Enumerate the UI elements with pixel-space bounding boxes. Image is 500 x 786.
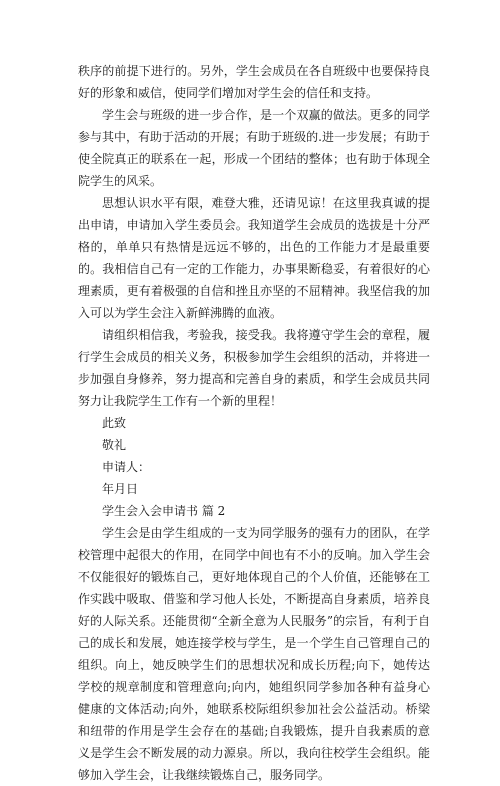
date-label: 年月日: [102, 482, 139, 496]
paragraph-section2: 学生会是由学生组成的一支为同学服务的强有力的团队，在学校管理中起很大的作用，在同学中间也有不小的反响。加入学生会不仅能很好的锻炼自己，更好地体现自己的个人价值，还能够在工作实践中吸取、借鉴和学习他人长处，不断提高自身素质，培养良好的人际关系。还能贯彻“全新全意为人民服务”的宗旨，有利于自己的成长和发展，她连接学校与学生，是一个学生自己管理自己的组织。向上，她反映学生们的思想状况和成长历程;向下，她传达学校的规章制度和管理意向;向内，她组织同学参加各种有益身心健康的文体活动;向外，她联系校际组织参加社会公益活动。桥梁和纽带的作用是学生会存在的基础;自我锻炼，提升自我素质的意义是学生会不断发展的动力源泉。所以，我向往校学生会组织。能够加入学生会，让我继续锻炼自己，服务同学。: [78, 526, 430, 782]
paragraph-continued: 秩序的前提下进行的。另外，学生会成员在各自班级中也要保持良好的形象和威信，使同学们增加对学生会的信任和支持。: [78, 64, 430, 100]
applicant-label: 申请人：: [102, 460, 151, 474]
paragraph-commitment: 请组织相信我，考验我，接受我。我将遵守学生会的章程，履行学生会成员的相关义务，积极参加学生会组织的活动，并将进一步加强自身修养，努力提高和完善自身的素质，和学生会成员共同努力让我院学生工作有一个新的里程！: [78, 328, 430, 408]
closing-cizhi: 此致: [102, 416, 127, 430]
paragraph-cooperation: 学生会与班级的进一步合作，是一个双赢的做法。更多的同学参与其中，有助于活动的开展；有助于班级的.进一步发展；有助于使全院真正的联系在一起，形成一个团结的整体；也有助于体现全院学生的风采。: [78, 108, 430, 188]
paragraph-application: 思想认识水平有限，难登大雅，还请见谅！在这里我真诚的提出申请，申请加入学生委员会。我知道学生会成员的选拔是十分严格的，单单只有热情是远远不够的，出色的工作能力才是最重要的。我相信自己有一定的工作能力，办事果断稳妥，有着很好的心理素质，更有着极强的自信和挫且亦坚的不屈精神。我坚信我的加入可以为学生会注入新鲜沸腾的血液。: [78, 196, 430, 320]
closing-jingli: 敬礼: [102, 438, 127, 452]
section-heading: 学生会入会申请书 篇 2: [102, 504, 226, 518]
